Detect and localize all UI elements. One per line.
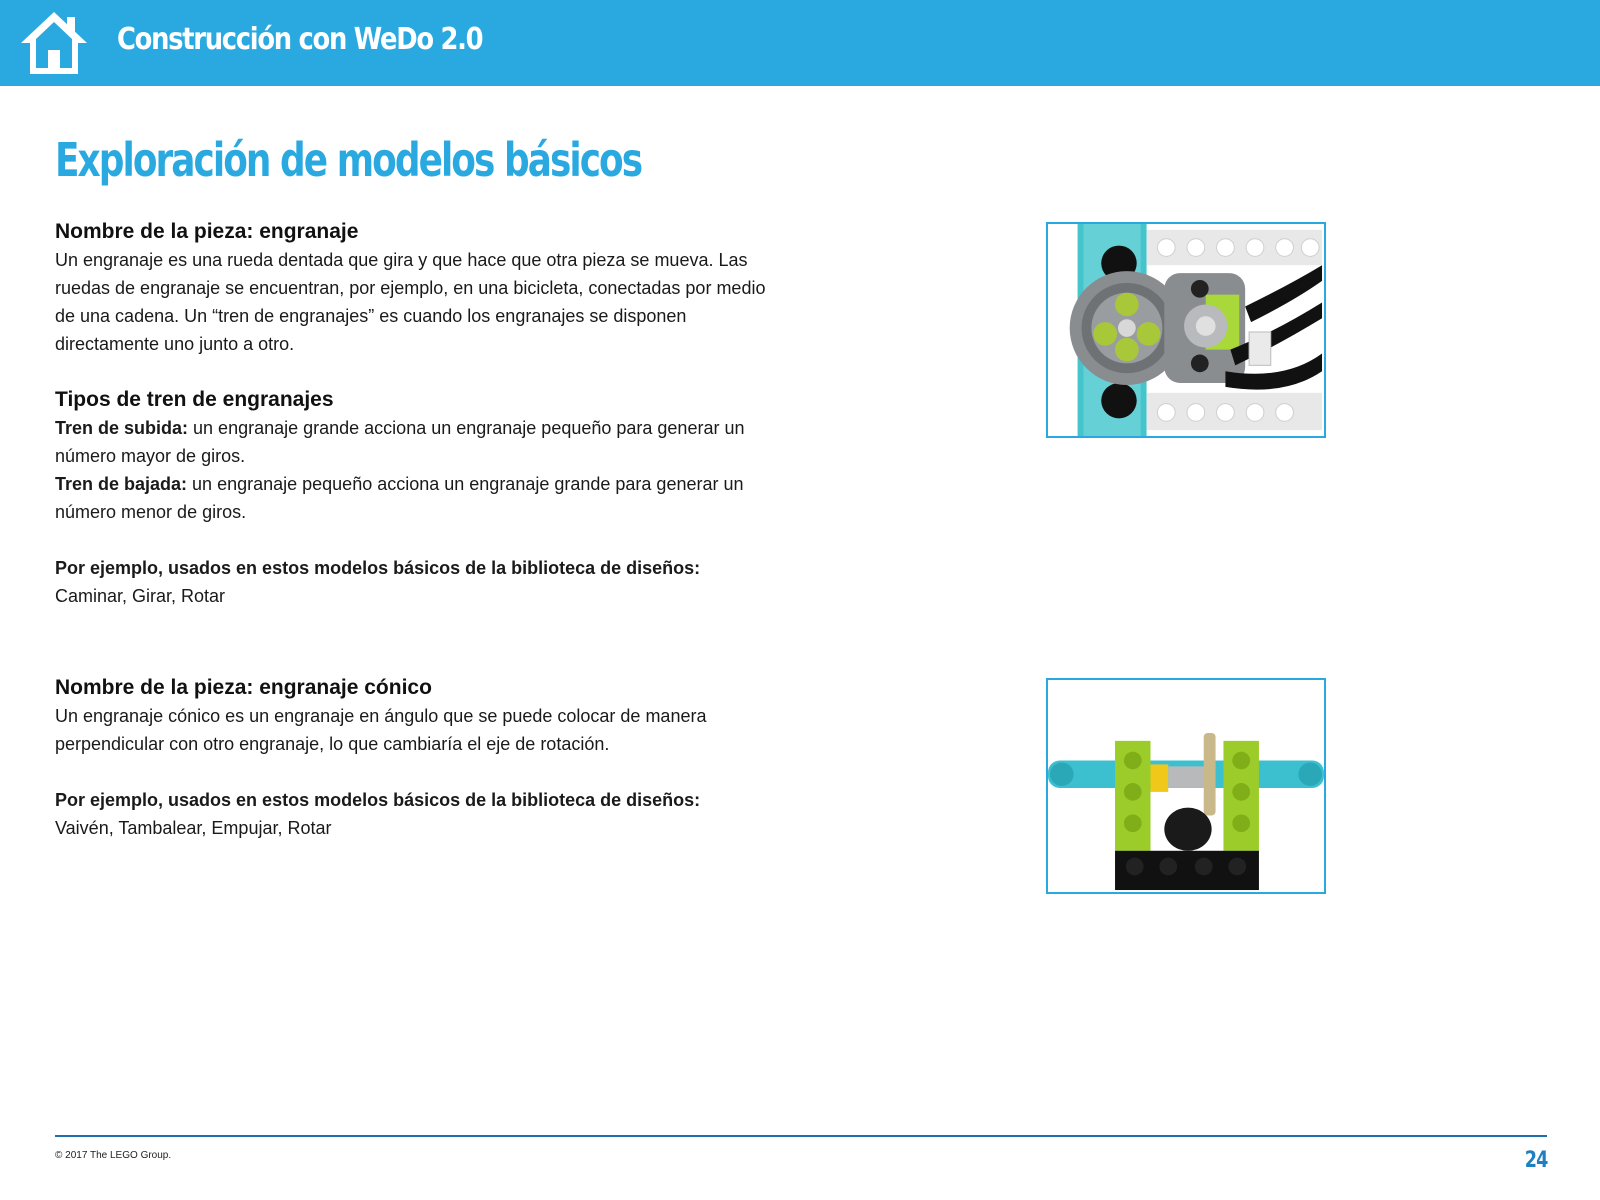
section-gear [55,218,785,610]
bevel-gear-description: Un engranaje cónico es un engranaje en ángulo que se puede colocar de manera perpendicular con otro engranaje, lo que cambiaría el eje de rotación. [55,706,707,754]
gear-train-down [55,470,785,526]
bevel-gear-photo [1046,678,1326,894]
bevel-gear-examples: Vaivén, Tambalear, Empujar, Rotar [55,818,332,838]
home-button[interactable] [18,8,90,78]
home-icon [18,8,90,78]
gear-types-heading: Tipos de tren de engranajes [55,388,334,411]
footer-divider [55,1135,1547,1137]
section-bevel-gear [55,674,785,842]
copyright: © 2017 The LEGO Group. [55,1150,172,1161]
gear-train-up-text: un engranaje grande acciona un engranaje pequeño para generar un número mayor de giros. [55,418,745,466]
page-number: 24 [1525,1148,1548,1173]
gear-train-down-text: un engranaje pequeño acciona un engranaje grande para generar un número menor de giros. [55,474,744,522]
page-title: Exploración de modelos básicos [55,133,642,187]
header-bar [0,0,1600,86]
bevel-gear-examples-label: Por ejemplo, usados en estos modelos básicos de la biblioteca de diseños: [55,790,701,810]
gear-examples-label: Por ejemplo, usados en estos modelos básicos de la biblioteca de diseños: [55,558,701,578]
gear-train-up-label: Tren de subida: [55,418,189,438]
gear-train-down-label: Tren de bajada: [55,474,188,494]
gear-photo [1046,222,1326,438]
gear-examples: Caminar, Girar, Rotar [55,586,226,606]
bevel-gear-heading: Nombre de la pieza: engranaje cónico [55,676,432,699]
header-title: Construcción con WeDo 2.0 [117,22,483,57]
gear-heading: Nombre de la pieza: engranaje [55,220,359,243]
gear-description: Un engranaje es una rueda dentada que gira y que hace que otra pieza se mueva. Las ruedas de engranaje se encuentran, por ejemplo, en una bicicleta, conectadas por medio de una cadena. Un “tren de engranajes” es cuando los engranajes se disponen directamente uno junto a otro. [55,250,766,354]
gear-train-up [55,414,785,470]
